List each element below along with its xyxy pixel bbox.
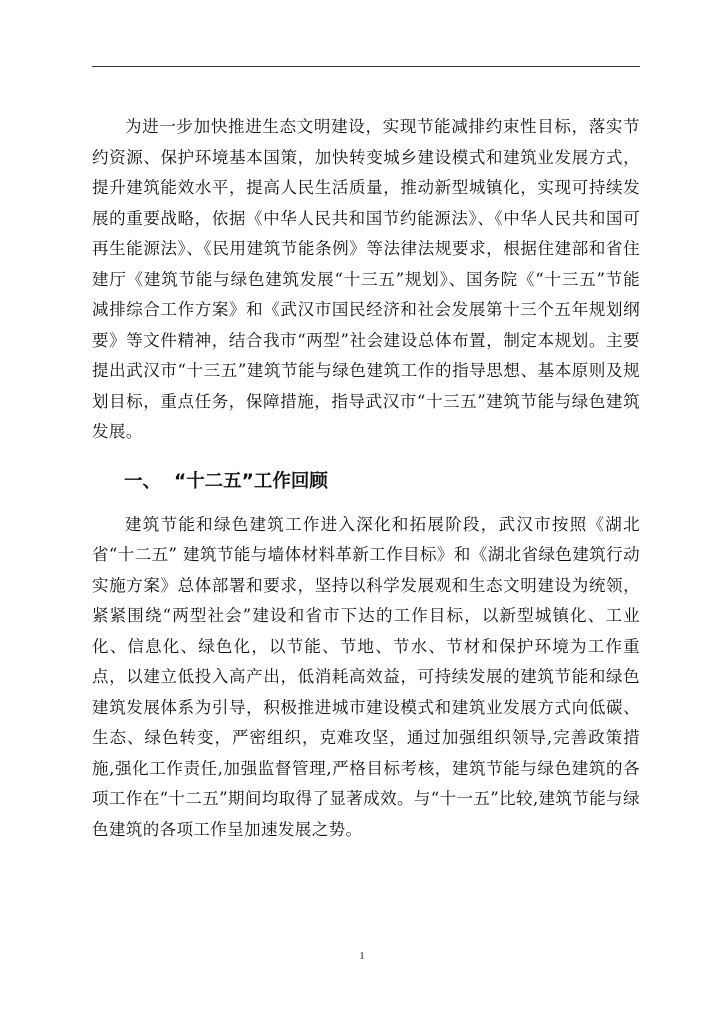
section-number: 一、 xyxy=(124,470,162,492)
page-number: 1 xyxy=(359,950,365,962)
review-paragraph: 建筑节能和绿色建筑工作进入深化和拓展阶段，武汉市按照《湖北省“十二五” 建筑节能与墙体材料革新工作目标》和《湖北省绿色建筑行动实施方案》总体部署和要求，坚持以科学发展观和生态文明建设为统领，紧紧围绕“两型社会”建设和省市下达的工作目标，以新型城镇化、工业化、信息化、绿色化，以节能、节地、节水、节材和保护环境为工作重点，以建立低投入高产出，低消耗高效益，可持续发展的建筑节能和绿色建筑发展体系为引导，积极推进城市建设模式和建筑业发展方式向低碳、生态、绿色转变，严密组织，克难攻坚，通过加强组织领导,完善政策措施,强化工作责任,加强监督管理,严格目标考核，建筑节能与绿色建筑的各项工作在“十二五”期间均取得了显著成效。与“十一五”比较,建筑节能与绿色建筑的各项工作呈加速发展之势。 xyxy=(92,514,640,839)
intro-paragraph: 为进一步加快推进生态文明建设，实现节能减排约束性目标，落实节约资源、保护环境基本国策，加快转变城乡建设模式和建筑业发展方式，提升建筑能效水平，提高人民生活质量，推动新型城镇化，实现可持续发展的重要战略，依据《中华人民共和国节约能源法》、《中华人民共和国可再生能源法》、《民用建筑节能条例》等法律法规要求，根据住建部和省住建厅《建筑节能与绿色建筑发展“十三五”规划》、国务院《“十三五”节能减排综合工作方案》和《武汉市国民经济和社会发展第十三个五年规划纲要》等文件精神，结合我市“两型”社会建设总体布置，制定本规划。主要提出武汉市“十三五”建筑节能与绿色建筑工作的指导思想、基本原则及规划目标，重点任务，保障措施，指导武汉市“十三五”建筑节能与绿色建筑发展。 xyxy=(92,117,640,441)
section-title: “十二五”工作回顾 xyxy=(174,470,328,492)
section-heading xyxy=(92,467,640,497)
document-body xyxy=(92,112,640,845)
header-rule xyxy=(92,66,640,67)
